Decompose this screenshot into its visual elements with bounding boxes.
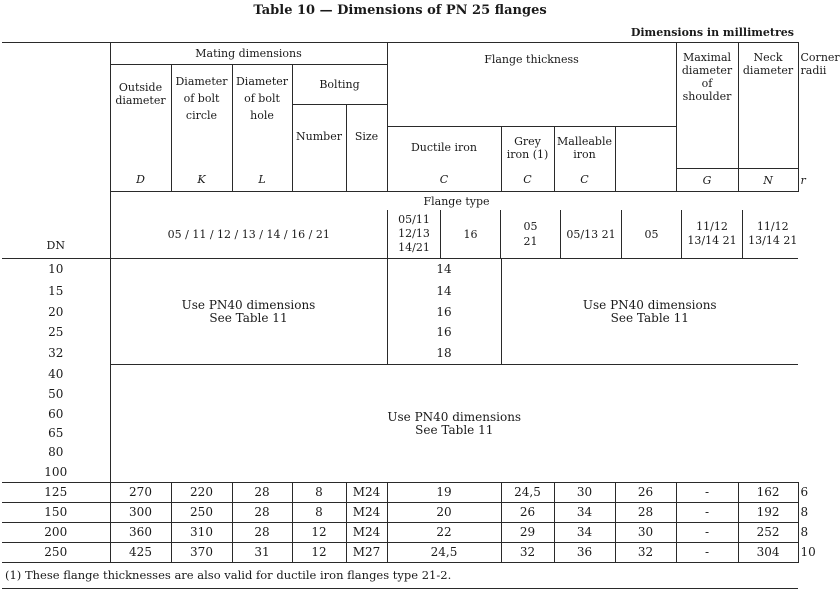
ductile-value: 14 bbox=[387, 281, 501, 303]
mating-dimensions-header: Mating dimensions bbox=[110, 43, 387, 65]
cell-G: - bbox=[676, 523, 738, 543]
flange-type-malleable bbox=[501, 210, 561, 258]
cell-D: 270 bbox=[110, 483, 171, 503]
symbol-C-ductile: C bbox=[387, 169, 501, 192]
ductile-value: 16 bbox=[387, 323, 501, 343]
cell-D: 425 bbox=[110, 543, 171, 563]
bolt-hole-header: Diameter of bolt hole bbox=[232, 65, 292, 169]
cell-size: M27 bbox=[346, 543, 387, 563]
cell-ductile: 19 bbox=[387, 483, 501, 503]
ductile-iron-header: Ductile iron bbox=[387, 127, 501, 169]
cell-malleable: 30 bbox=[554, 483, 615, 503]
flange-type-mating: 05 / 11 / 12 / 13 / 14 / 16 / 21 bbox=[111, 210, 388, 258]
cell-size: M24 bbox=[346, 483, 387, 503]
symbol-D: D bbox=[110, 169, 171, 192]
cell-N: 252 bbox=[738, 523, 798, 543]
cell-ductile: 24,5 bbox=[387, 543, 501, 563]
cell-grey: 32 bbox=[501, 543, 554, 563]
table-title: Table 10 — Dimensions of PN 25 flanges bbox=[253, 3, 547, 18]
cell-L: 28 bbox=[232, 523, 292, 543]
dn-value: 40 bbox=[2, 365, 110, 385]
cell-G: - bbox=[676, 543, 738, 563]
flange-type-shoulder: 05 bbox=[622, 210, 682, 258]
cell-D: 360 bbox=[110, 523, 171, 543]
flange-type-grey: 16 bbox=[441, 210, 501, 258]
dn-value: 100 bbox=[2, 463, 110, 483]
cell-G: - bbox=[676, 503, 738, 523]
cell-malleable-2: 26 bbox=[615, 483, 676, 503]
bolt-size-header: Size bbox=[346, 105, 387, 169]
cell-malleable: 34 bbox=[554, 523, 615, 543]
symbol-C-grey: C bbox=[501, 169, 554, 192]
symbol-C-malleable: C bbox=[554, 169, 615, 192]
symbol-K: K bbox=[171, 169, 232, 192]
table-row: 250 425 370 31 12 M27 24,5 32 36 32 - 304 10 bbox=[2, 543, 798, 563]
ductile-value: 16 bbox=[387, 303, 501, 323]
use-pn40-left-line2: See Table 11 bbox=[209, 310, 288, 325]
flange-type-neck: 11/12 13/14 21 bbox=[682, 210, 743, 258]
dn-value: 200 bbox=[2, 523, 110, 543]
cell-malleable-2: 30 bbox=[615, 523, 676, 543]
cell-grey: 29 bbox=[501, 523, 554, 543]
flange-type-malleable-line2: 21 bbox=[523, 235, 538, 248]
dn-header: DN bbox=[46, 239, 65, 252]
flange-type-label: Flange type bbox=[423, 194, 490, 208]
use-pn40-block-center bbox=[110, 365, 798, 483]
symbol-C-malleable-2 bbox=[615, 169, 676, 192]
dn-value: 32 bbox=[2, 343, 110, 365]
units-note: Dimensions in millimetres bbox=[630, 26, 794, 39]
flange-type-table bbox=[111, 192, 803, 258]
flange-thickness-header: Flange thickness bbox=[387, 43, 676, 127]
cell-number: 8 bbox=[292, 483, 346, 503]
dn-value: 125 bbox=[2, 483, 110, 503]
bolting-header: Bolting bbox=[292, 65, 387, 105]
cell-L: 31 bbox=[232, 543, 292, 563]
cell-N: 304 bbox=[738, 543, 798, 563]
corner-radii-label: Corner radii bbox=[800, 51, 840, 77]
cell-K: 220 bbox=[171, 483, 232, 503]
cell-size: M24 bbox=[346, 503, 387, 523]
malleable-iron-header: Malleable iron bbox=[554, 127, 615, 169]
symbol-N: N bbox=[738, 169, 798, 192]
table-row: 200 360 310 28 12 M24 22 29 34 30 - 252 8 bbox=[2, 523, 798, 543]
cell-number: 8 bbox=[292, 503, 346, 523]
grey-iron-header: Grey iron (1) bbox=[501, 127, 554, 169]
flange-dimensions-table: DN Mating dimensions Flange thickness Maximal diameter of shoulder Neck diameter Corner radii Outside diameter Diameter of bolt circle Diameter of bolt hole Bolting Number Size Ductile iron Grey iron (1) Malleable iron D K L C C C G N r Flange type 05 / 11 / 12 / 13 / 14 / 16 / 21 05/11 12/13 14/21 16 05 21 05/13 21 05 11/12 13/14 21 11/12 13/14 21 10 Use PN40 dimensions See Table 11 14 Use PN40 dimensions See Table 11 15 14 20 16 25 16 32 18 40 Use PN40 dimensions See Table 11 50 60 65 80 100 125 270 220 28 8 M24 19 24,5 30 26 - 162 6 150 300 250 28 8 M24 20 26 34 28 - 192 8 200 360 310 28 12 M24 22 29 34 30 - 252 8 250 425 370 31 12 M27 24,5 32 36 32 - 304 10 (1) These flange thicknesses are also valid for ductile iron flanges type 21-2. bbox=[2, 42, 798, 589]
neck-diameter-label: Neck diameter bbox=[742, 51, 794, 77]
footnote: (1) These flange thicknesses are also valid for ductile iron flanges type 21-2. bbox=[2, 563, 798, 589]
dn-value: 80 bbox=[2, 443, 110, 463]
use-pn40-right-line2: See Table 11 bbox=[610, 310, 689, 325]
dn-value: 10 bbox=[2, 259, 110, 281]
dn-value: 20 bbox=[2, 303, 110, 323]
use-pn40-block-right bbox=[501, 259, 798, 365]
flange-type-malleable-2: 05/13 21 bbox=[561, 210, 622, 258]
use-pn40-block-left bbox=[110, 259, 387, 365]
bolt-number-header: Number bbox=[292, 105, 346, 169]
dn-value: 65 bbox=[2, 424, 110, 443]
ductile-value: 14 bbox=[387, 259, 501, 281]
dn-value: 250 bbox=[2, 543, 110, 563]
cell-ductile: 22 bbox=[387, 523, 501, 543]
flange-type-ductile: 05/11 12/13 14/21 bbox=[388, 210, 441, 258]
dn-value: 60 bbox=[2, 405, 110, 424]
max-shoulder-label: Maximal diameter of shoulder bbox=[681, 51, 733, 103]
ductile-value: 18 bbox=[387, 343, 501, 365]
outside-diameter-header: Outside diameter bbox=[110, 65, 171, 169]
cell-N: 192 bbox=[738, 503, 798, 523]
dn-value: 50 bbox=[2, 385, 110, 405]
use-pn40-left-line1: Use PN40 dimensions bbox=[181, 297, 316, 312]
cell-K: 370 bbox=[171, 543, 232, 563]
cell-D: 300 bbox=[110, 503, 171, 523]
cell-K: 310 bbox=[171, 523, 232, 543]
cell-number: 12 bbox=[292, 543, 346, 563]
cell-size: M24 bbox=[346, 523, 387, 543]
cell-G: - bbox=[676, 483, 738, 503]
use-pn40-right-line1: Use PN40 dimensions bbox=[582, 297, 717, 312]
cell-N: 162 bbox=[738, 483, 798, 503]
flange-type-malleable-line1: 05 bbox=[523, 220, 538, 233]
cell-malleable-2: 32 bbox=[615, 543, 676, 563]
table-row: 125 270 220 28 8 M24 19 24,5 30 26 - 162 6 bbox=[2, 483, 798, 503]
max-shoulder-header bbox=[676, 43, 738, 169]
cell-L: 28 bbox=[232, 503, 292, 523]
use-pn40-center-line2: See Table 11 bbox=[415, 422, 494, 437]
dn-value: 150 bbox=[2, 503, 110, 523]
cell-malleable: 34 bbox=[554, 503, 615, 523]
dn-value: 15 bbox=[2, 281, 110, 303]
cell-malleable-2: 28 bbox=[615, 503, 676, 523]
flange-type-block bbox=[110, 192, 798, 259]
dn-value: 25 bbox=[2, 323, 110, 343]
bolt-circle-header: Diameter of bolt circle bbox=[171, 65, 232, 169]
cell-L: 28 bbox=[232, 483, 292, 503]
symbol-L: L bbox=[232, 169, 292, 192]
flange-type-radii: 11/12 13/14 21 bbox=[748, 220, 798, 247]
cell-ductile: 20 bbox=[387, 503, 501, 523]
table-row: 150 300 250 28 8 M24 20 26 34 28 - 192 8 bbox=[2, 503, 798, 523]
cell-K: 250 bbox=[171, 503, 232, 523]
cell-grey: 26 bbox=[501, 503, 554, 523]
use-pn40-center-line1: Use PN40 dimensions bbox=[387, 409, 522, 424]
neck-diameter-header bbox=[738, 43, 798, 169]
cell-number: 12 bbox=[292, 523, 346, 543]
cell-malleable: 36 bbox=[554, 543, 615, 563]
symbol-number bbox=[292, 169, 346, 192]
cell-grey: 24,5 bbox=[501, 483, 554, 503]
dn-header-cell bbox=[2, 43, 110, 259]
malleable-iron-2-header bbox=[615, 127, 676, 169]
symbol-size bbox=[346, 169, 387, 192]
symbol-G: G bbox=[676, 169, 738, 192]
